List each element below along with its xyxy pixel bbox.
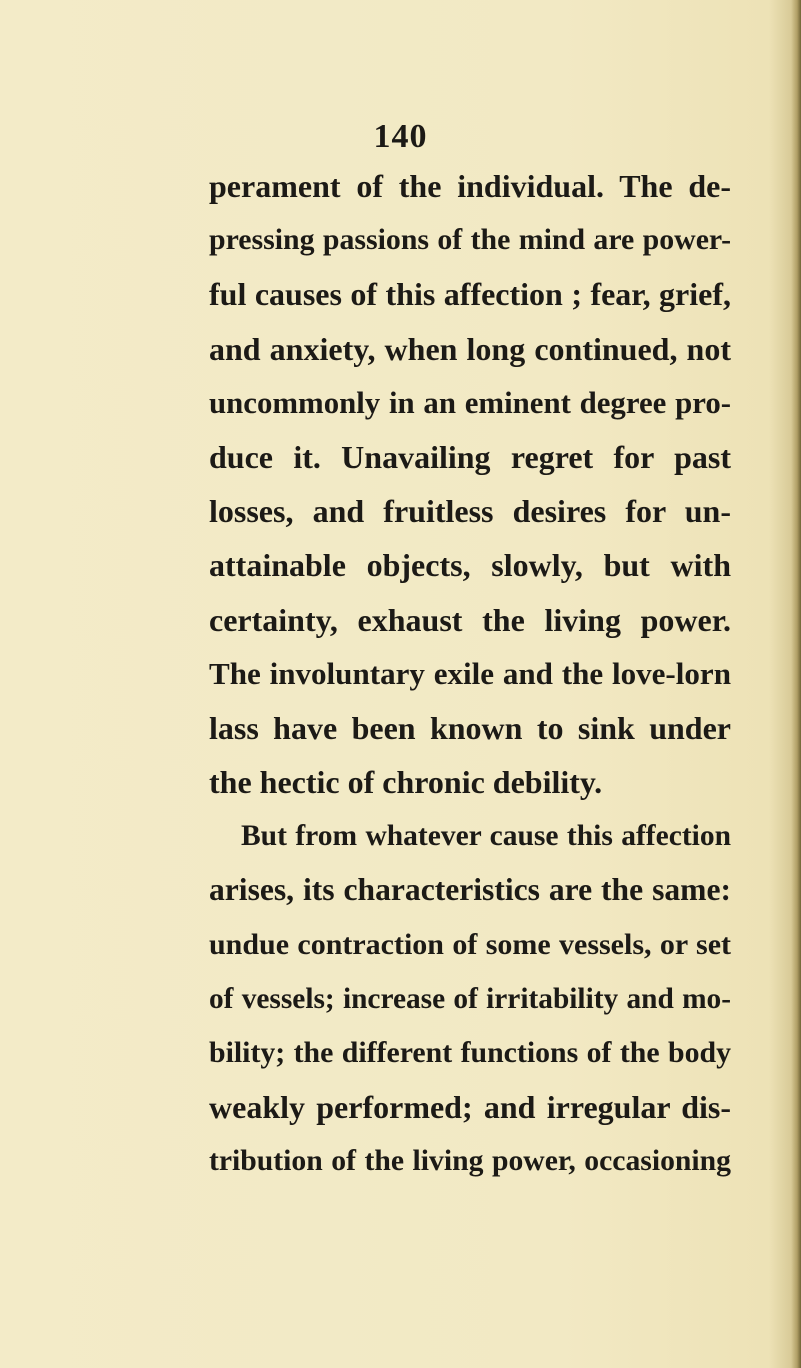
text-line: undue contraction of some vessels, or set [209,927,731,961]
text-line: duce it. Unavailing regret for past [209,438,731,475]
text-line: the hectic of chronic debility. [209,764,603,801]
text-line: lass have been known to sink under [209,709,731,746]
text-line: But from whatever cause this affection [241,820,731,853]
page-edge-shadow [791,0,801,1368]
text-line: pressing passions of the mind are power- [209,223,731,257]
text-line: bility; the different functions of the body [209,1036,731,1069]
text-line: of vessels; increase of irritability and mo- [209,982,731,1015]
text-line: ful causes of this affection ; fear, grief, [209,276,731,313]
text-line: arises, its characteristics are the same: [209,872,731,908]
text-line: losses, and fruitless desires for un- [209,493,731,530]
body-text [209,159,731,1189]
text-line: attainable objects, slowly, but with [209,547,731,584]
text-line: perament of the individual. The de- [209,168,731,204]
page-number: 140 [373,118,428,155]
text-line: and anxiety, when long continued, not [209,330,731,367]
text-line: certainty, exhaust the living power. [209,601,731,638]
text-line: The involuntary exile and the love-lorn [209,655,731,691]
text-line: tribution of the living power, occasioning [209,1145,731,1178]
text-line: weakly performed; and irregular dis- [209,1089,731,1126]
text-line: uncommonly in an eminent degree pro- [209,385,731,420]
